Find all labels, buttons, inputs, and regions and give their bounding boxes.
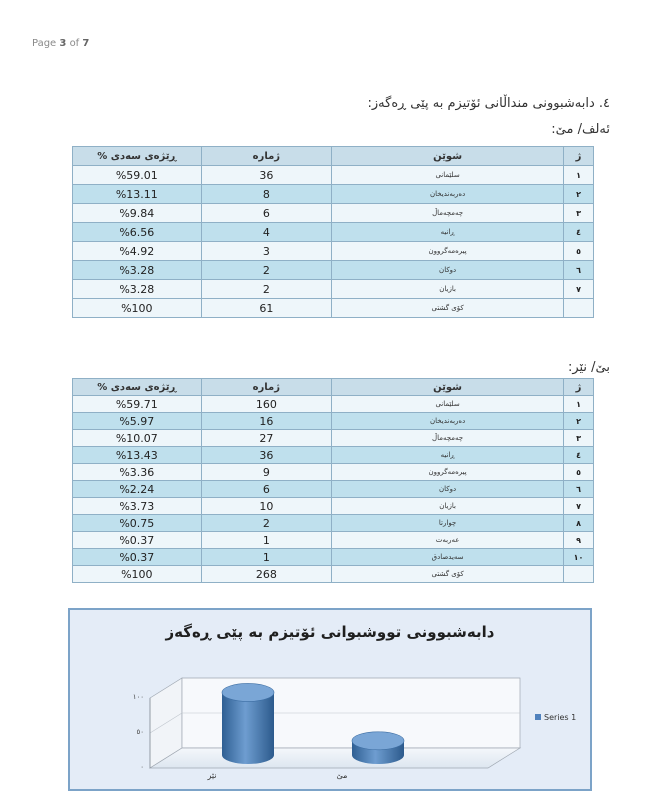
table2-body: [73, 396, 594, 583]
row-index: ٣: [564, 430, 594, 447]
row-place: دەربەندیخان: [332, 185, 564, 204]
row-count: 36: [201, 447, 331, 464]
table-row: [73, 464, 594, 481]
row-place: پیرەمەگروون: [332, 242, 564, 261]
row-percent: %3.73: [73, 498, 202, 515]
row-place: دەربەندیخان: [332, 413, 564, 430]
table-row: [73, 280, 594, 299]
row-index: ٤: [564, 447, 594, 464]
table-row: [73, 204, 594, 223]
header-count: ژمارە: [201, 147, 331, 166]
row-percent: %59.71: [73, 396, 202, 413]
table-row: [73, 185, 594, 204]
total-label: کۆی گشتی: [332, 299, 564, 318]
table-total-row: [73, 566, 594, 583]
row-percent: %0.75: [73, 515, 202, 532]
table-male: [72, 378, 594, 583]
bar-top: [222, 683, 274, 701]
row-count: 2: [201, 515, 331, 532]
header-idx: ژ: [564, 147, 594, 166]
y-tick-label: ١٠٠: [132, 693, 144, 701]
row-percent: %5.97: [73, 413, 202, 430]
row-percent: %3.28: [73, 261, 202, 280]
row-place: چوارتا: [332, 515, 564, 532]
row-count: 1: [201, 549, 331, 566]
x-tick-label: مێ: [336, 771, 348, 780]
row-count: 8: [201, 185, 331, 204]
legend-swatch: [535, 714, 541, 720]
page-indicator: Page 3 of 7: [32, 38, 90, 49]
header-count: ژمارە: [201, 379, 331, 396]
row-place: عەربەت: [332, 532, 564, 549]
table2-subtitle: بێ/ نێر:: [567, 360, 610, 375]
table-row: [73, 396, 594, 413]
row-count: 36: [201, 166, 331, 185]
row-percent: %4.92: [73, 242, 202, 261]
header-percent: ڕێژەی سەدی %: [73, 147, 202, 166]
row-index: ٨: [564, 515, 594, 532]
total-percent: %100: [73, 566, 202, 583]
row-index: ١: [564, 166, 594, 185]
table-row: [73, 532, 594, 549]
row-count: 10: [201, 498, 331, 515]
row-place: چەمچەماڵ: [332, 430, 564, 447]
row-percent: %0.37: [73, 532, 202, 549]
table-row: [73, 430, 594, 447]
row-place: چەمچەماڵ: [332, 204, 564, 223]
total-empty-cell: [564, 299, 594, 318]
gender-bar-chart: [70, 610, 590, 789]
header-place: شوێن: [332, 379, 564, 396]
row-count: 160: [201, 396, 331, 413]
row-place: پیرەمەگروون: [332, 464, 564, 481]
row-count: 4: [201, 223, 331, 242]
row-count: 9: [201, 464, 331, 481]
y-tick-label: ٠: [140, 763, 144, 771]
total-count: 268: [201, 566, 331, 583]
table-row: [73, 447, 594, 464]
table-row: [73, 261, 594, 280]
bar-0: [222, 683, 274, 764]
row-place: ڕانیە: [332, 223, 564, 242]
total-label: کۆی گشتی: [332, 566, 564, 583]
row-index: ٢: [564, 413, 594, 430]
row-count: 6: [201, 204, 331, 223]
chart-floor: [150, 748, 520, 768]
row-count: 16: [201, 413, 331, 430]
row-percent: %13.11: [73, 185, 202, 204]
row-place: سلێمانی: [332, 396, 564, 413]
table-row: [73, 515, 594, 532]
table-row: [73, 481, 594, 498]
row-count: 27: [201, 430, 331, 447]
row-place: ڕانیە: [332, 447, 564, 464]
row-index: ٣: [564, 204, 594, 223]
table-row: [73, 413, 594, 430]
y-tick-label: ٥٠: [136, 728, 144, 736]
table-female: [72, 146, 594, 318]
header-idx: ژ: [564, 379, 594, 396]
row-place: دوکان: [332, 261, 564, 280]
row-percent: %6.56: [73, 223, 202, 242]
row-count: 2: [201, 280, 331, 299]
row-count: 3: [201, 242, 331, 261]
total-percent: %100: [73, 299, 202, 318]
row-place: سەیدصادق: [332, 549, 564, 566]
header-place: شوێن: [332, 147, 564, 166]
row-index: ٧: [564, 498, 594, 515]
table-row: [73, 242, 594, 261]
row-index: ٦: [564, 481, 594, 498]
bar-top: [352, 732, 404, 750]
total-count: 61: [201, 299, 331, 318]
row-place: دوکان: [332, 481, 564, 498]
chart-title: دابەشبوونی تووشبوانی ئۆتیزم بە پێی ڕەگەز: [165, 623, 495, 641]
row-index: ٧: [564, 280, 594, 299]
row-percent: %3.28: [73, 280, 202, 299]
row-index: ٦: [564, 261, 594, 280]
header-percent: ڕێژەی سەدی %: [73, 379, 202, 396]
chart-panel: [68, 608, 592, 791]
x-tick-label: نێر: [207, 771, 217, 780]
row-percent: %13.43: [73, 447, 202, 464]
bar-body: [222, 692, 274, 764]
row-index: ١٠: [564, 549, 594, 566]
total-empty-cell: [564, 566, 594, 583]
legend-label: Series 1: [544, 713, 577, 722]
row-percent: %0.37: [73, 549, 202, 566]
table-row: [73, 223, 594, 242]
table1-subtitle: ئەلف/ مێ:: [551, 122, 610, 137]
row-percent: %2.24: [73, 481, 202, 498]
table-row: [73, 498, 594, 515]
table-row: [73, 549, 594, 566]
row-place: بازیان: [332, 498, 564, 515]
row-percent: %9.84: [73, 204, 202, 223]
bar-1: [352, 732, 404, 764]
row-index: ١: [564, 396, 594, 413]
table-total-row: [73, 299, 594, 318]
row-percent: %3.36: [73, 464, 202, 481]
table1-body: [73, 166, 594, 318]
row-index: ٤: [564, 223, 594, 242]
section-title: ٤. دابەشبوونی منداڵانی ئۆتیزم بە پێی ڕەگەز:: [367, 96, 610, 111]
row-count: 2: [201, 261, 331, 280]
row-index: ٩: [564, 532, 594, 549]
row-place: سلێمانی: [332, 166, 564, 185]
row-index: ٥: [564, 242, 594, 261]
row-index: ٢: [564, 185, 594, 204]
row-count: 1: [201, 532, 331, 549]
row-percent: %59.01: [73, 166, 202, 185]
row-place: بازیان: [332, 280, 564, 299]
row-percent: %10.07: [73, 430, 202, 447]
row-count: 6: [201, 481, 331, 498]
row-index: ٥: [564, 464, 594, 481]
table-row: [73, 166, 594, 185]
